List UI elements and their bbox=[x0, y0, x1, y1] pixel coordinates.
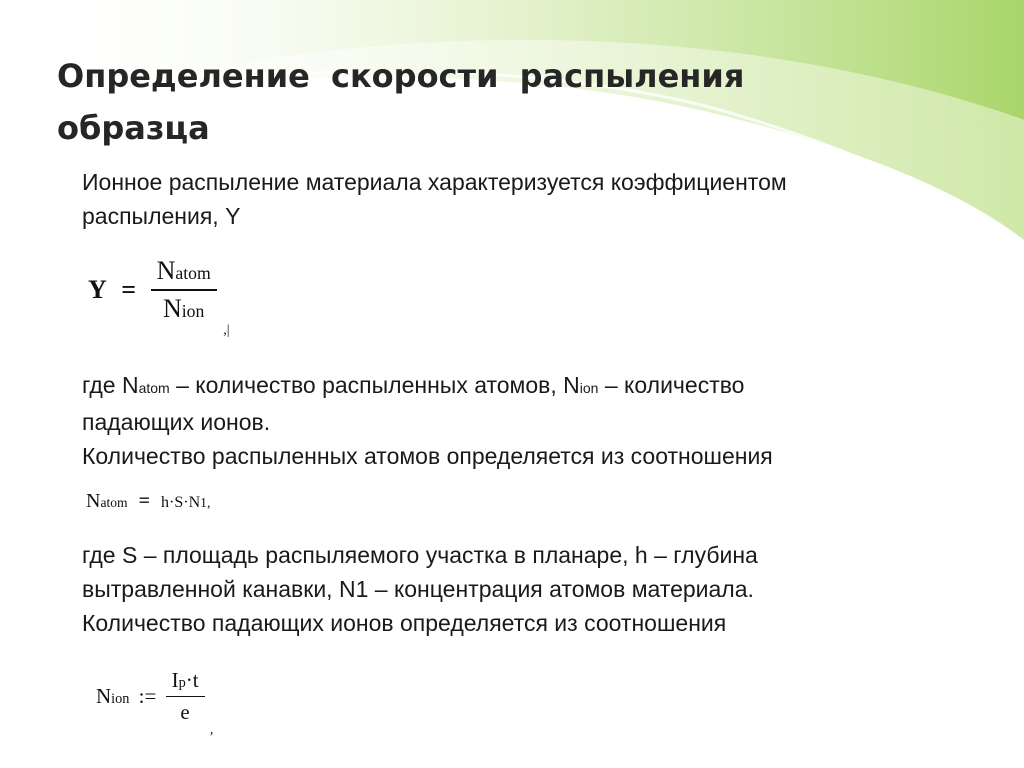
formula3-lhs-sub: ion bbox=[111, 691, 130, 707]
formula1-den-sub: ion bbox=[181, 301, 205, 321]
intro-line1: Ионное распыление материала характеризуется коэффициентом bbox=[82, 169, 787, 195]
formula2-rhs: h·S·N bbox=[161, 494, 201, 511]
formula-sputter-yield bbox=[88, 256, 230, 339]
def1-mid: – количество распыленных атомов, N bbox=[169, 372, 580, 398]
formula3-trail: , bbox=[209, 722, 214, 738]
formula3-op: := bbox=[138, 684, 157, 708]
formula3-num-base: I bbox=[171, 668, 179, 692]
slide-title-line2: образца bbox=[57, 109, 210, 147]
slide-title bbox=[57, 50, 957, 154]
formula3-fraction bbox=[166, 668, 205, 725]
formula1-num-base: N bbox=[156, 256, 176, 285]
formula1-num-sub: atom bbox=[175, 263, 211, 283]
formula-ion-count bbox=[96, 668, 213, 738]
formula3-lhs-base: N bbox=[96, 684, 112, 708]
formula3-lhs bbox=[96, 684, 129, 708]
intro-line2: распыления, Y bbox=[82, 203, 241, 229]
definition2-paragraph bbox=[82, 538, 962, 640]
formula2-trail: , bbox=[206, 496, 211, 511]
formula2-op: = bbox=[138, 490, 151, 512]
formula1-fraction bbox=[151, 256, 217, 324]
formula3-denominator: e bbox=[166, 696, 205, 725]
def1-sub-atom: atom bbox=[138, 380, 170, 396]
formula1-trail: ,| bbox=[223, 322, 230, 338]
def1-prefix: где N bbox=[82, 372, 139, 398]
definition1-line1 bbox=[82, 368, 962, 405]
formula2-rhs-sub: 1 bbox=[200, 495, 207, 510]
formula2-lhs-sub: atom bbox=[100, 495, 128, 510]
definition1-line2: падающих ионов. bbox=[82, 409, 271, 435]
formula1-denominator bbox=[151, 289, 217, 324]
formula-atom-count bbox=[86, 490, 210, 513]
def1-suffix: – количество bbox=[598, 372, 745, 398]
definition2-line3: Количество падающих ионов определяется из соотношения bbox=[82, 610, 727, 636]
formula2-lhs-base: N bbox=[86, 490, 101, 512]
formula3-numerator bbox=[166, 668, 205, 696]
definition2-line2: вытравленной канавки, N1 – концентрация атомов материала. bbox=[82, 576, 754, 602]
definition1-line3: Количество распыленных атомов определяется из соотношения bbox=[82, 443, 773, 469]
slide-title-line1: Определение скорости распыления bbox=[57, 57, 745, 95]
formula1-op: = bbox=[121, 275, 137, 304]
formula1-den-base: N bbox=[162, 294, 182, 323]
formula1-lhs: Y bbox=[88, 275, 107, 304]
formula3-num-rest: ·t bbox=[185, 668, 199, 692]
intro-paragraph bbox=[82, 165, 962, 233]
formula3-num-sub: p bbox=[178, 675, 186, 691]
definition2-line1: где S – площадь распыляемого участка в планаре, h – глубина bbox=[82, 542, 758, 568]
formula1-numerator bbox=[151, 256, 217, 289]
definition1-paragraph bbox=[82, 368, 962, 473]
def1-sub-ion: ion bbox=[579, 380, 599, 396]
